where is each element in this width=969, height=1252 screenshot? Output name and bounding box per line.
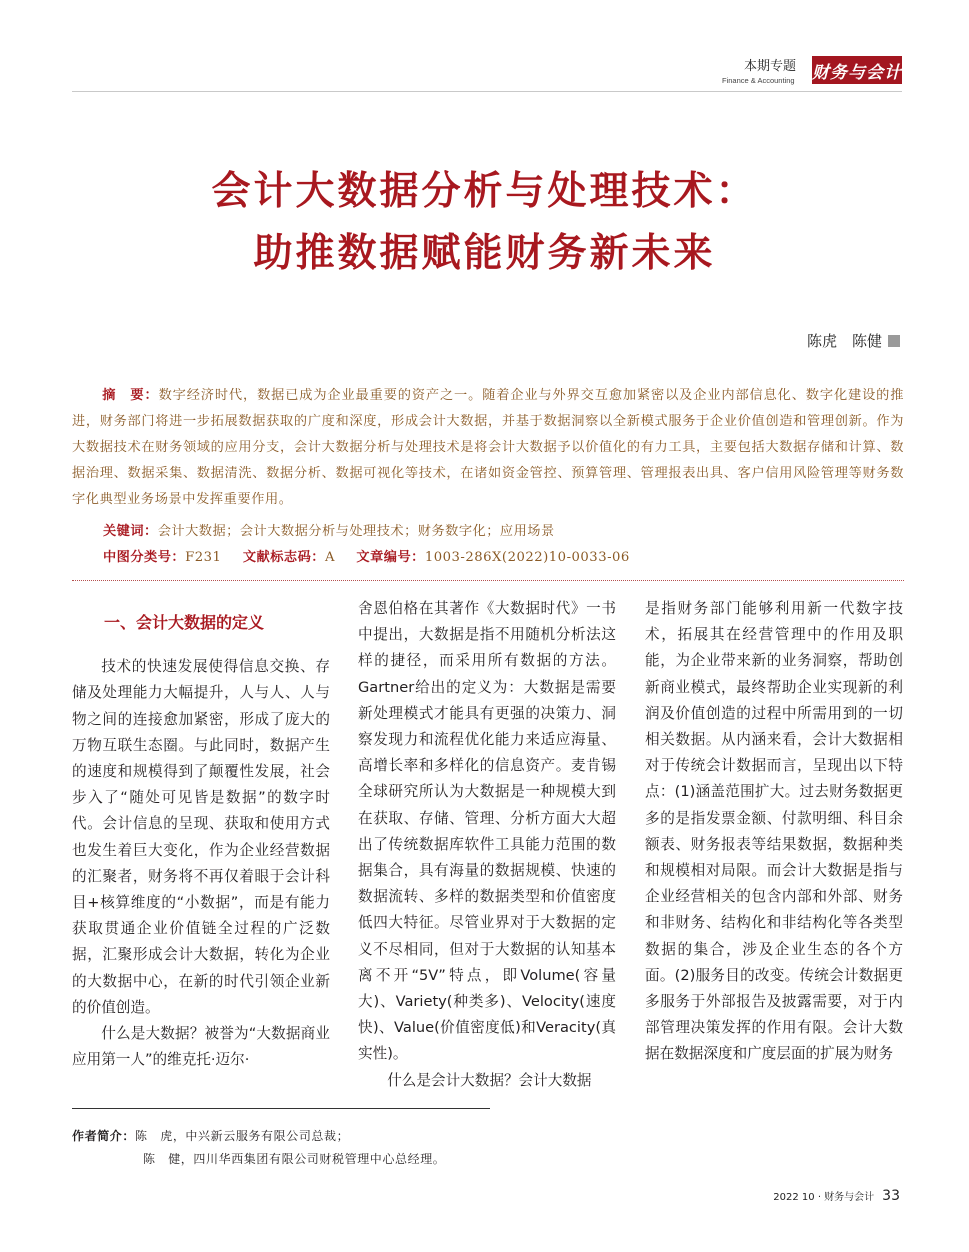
author-line (807, 330, 900, 351)
article-number-label: 文章编号： (356, 550, 425, 565)
body-paragraph: 是指财务部门能够利用新一代数字技术，拓展其在经营管理中的作用及职能，为企业带来新的业务洞察，帮助创新商业模式，最终帮助企业实现新的利润及价值创造的过程中所需用到的一切相关数据。从内涵来看，会计大数据相对于传统会计数据而言，呈现出以下特点：(1)涵盖范围扩大。过去财务数据更多的是指发票金额、付款明细、科目余额表、财务报表等结果数据，数据种类和规模相对局限。而会计大数据是指与企业经营相关的包含内部和外部、财务和非财务、结构化和非结构化等各类型数据的集合，涉及企业生态的各个方面。(2)服务目的改变。传统会计数据更多服务于外部报告及披露需要，对于内部管理决策发挥的作用有限。会计大数据在数据深度和广度层面的扩展为财务 (645, 600, 903, 1063)
classification-line (103, 546, 630, 565)
issue-info: 2022 10 · 财务与会计 (773, 1192, 875, 1203)
body-paragraph: 舍恩伯格在其著作《大数据时代》一书中提出，大数据是指不用随机分析法这样的捷径，而采用所有数据的方法。Gartner给出的定义为：大数据是需要新处理模式才能具有更强的决策力、洞察发现力和流程优化能力来适应海量、高增长率和多样化的信息资产。麦肯锡全球研究所认为大数据是一种规模大到在获取、存储、管理、分析方面大大超出了传统数据库软件工具能力范围的数据集合，具有海量的数据规模、快速的数据流转、多样的数据类型和价值密度低四大特征。尽管业界对于大数据的定义不尽相同，但对于大数据的认知基本离不开“5V”特点，即Volume(容量大)、Variety(种类多)、Velocity(速度快)、Value(价值密度低)和Veracity(真实性)。 (358, 600, 616, 1063)
doc-code-value: A (324, 550, 336, 565)
body-paragraph: 什么是大数据？被誉为“大数据商业应用第一人”的维克托·迈尔· (72, 1025, 330, 1069)
keywords-text: 会计大数据；会计大数据分析与处理技术；财务数字化；应用场景 (157, 524, 555, 539)
abstract-text: 数字经济时代，数据已成为企业最重要的资产之一。随着企业与外界交互愈加紧密以及企业内部信息化、数字化建设的推进，财务部门将进一步拓展数据获取的广度和深度，形成会计大数据，并基于数据洞察以全新模式服务于企业价值创造和管理创新。作为大数据技术在财务领域的应用分支，会计大数据分析与处理技术是将会计大数据予以价值化的有力工具，主要包括大数据存储和计算、数据治理、数据采集、数据清洗、数据分析、数据可视化等技术，在诸如资金管控、预算管理、管理报表出具、客户信用风险管理等财务数字化典型业务场景中发挥重要作用。 (72, 388, 905, 507)
doc-code-label: 文献标志码： (242, 550, 325, 565)
author-bio-line1 (72, 1127, 349, 1144)
body-column-3 (645, 596, 903, 1068)
article-number-value: 1003-286X(2022)10-0033-06 (424, 550, 630, 565)
abstract-divider (72, 580, 904, 581)
end-square-icon (888, 335, 900, 347)
author-names: 陈虎 陈健 (806, 332, 882, 350)
abstract-label: 摘 要： (102, 388, 159, 403)
body-column-2 (358, 596, 616, 1094)
author-bio-label: 作者简介： (72, 1129, 136, 1143)
body-column-1 (72, 596, 330, 1073)
abstract (72, 383, 904, 513)
body-paragraph: 什么是会计大数据？会计大数据 (387, 1071, 592, 1089)
body-paragraph: 技术的快速发展使得信息交换、存储及处理能力大幅提升，人与人、人与物之间的连接愈加紧密，形成了庞大的万物互联生态圈。与此同时，数据产生的速度和规模得到了颠覆性发展，社会步入了“随处可见皆是数据”的数字时代。会计信息的呈现、获取和使用方式也发生着巨大变化，作为企业经营数据的汇聚者，财务将不再仅着眼于会计科目+核算维度的“小数据”，而是有能力获取贯通企业价值链全过程的广泛数据，汇聚形成会计大数据，转化为企业的大数据中心，在新的时代引领企业新的价值创造。 (72, 658, 330, 1016)
article-title-line1: 会计大数据分析与处理技术： (211, 169, 758, 214)
clc-label: 中图分类号： (103, 550, 186, 565)
journal-english-name: Finance & Accounting (722, 76, 795, 85)
author-bio-line2: 陈 健，四川华西集团有限公司财税管理中心总经理。 (143, 1152, 446, 1166)
keywords-label: 关键词： (103, 524, 158, 539)
section-heading: 一、会计大数据的定义 (104, 613, 265, 632)
column-topic: 本期专题 (744, 59, 797, 74)
article-title-line2: 助推数据赋能财务新未来 (253, 231, 716, 276)
page-number: 33 (882, 1188, 900, 1204)
author-bio-text: 陈 虎，中兴新云服务有限公司总裁； (135, 1129, 350, 1143)
footnote-rule (72, 1108, 490, 1109)
keywords (103, 520, 555, 539)
header-rule (72, 91, 902, 92)
clc-value: F231 (185, 550, 222, 565)
page-folio (773, 1188, 900, 1204)
journal-logo: 财务与会计 (812, 56, 902, 84)
